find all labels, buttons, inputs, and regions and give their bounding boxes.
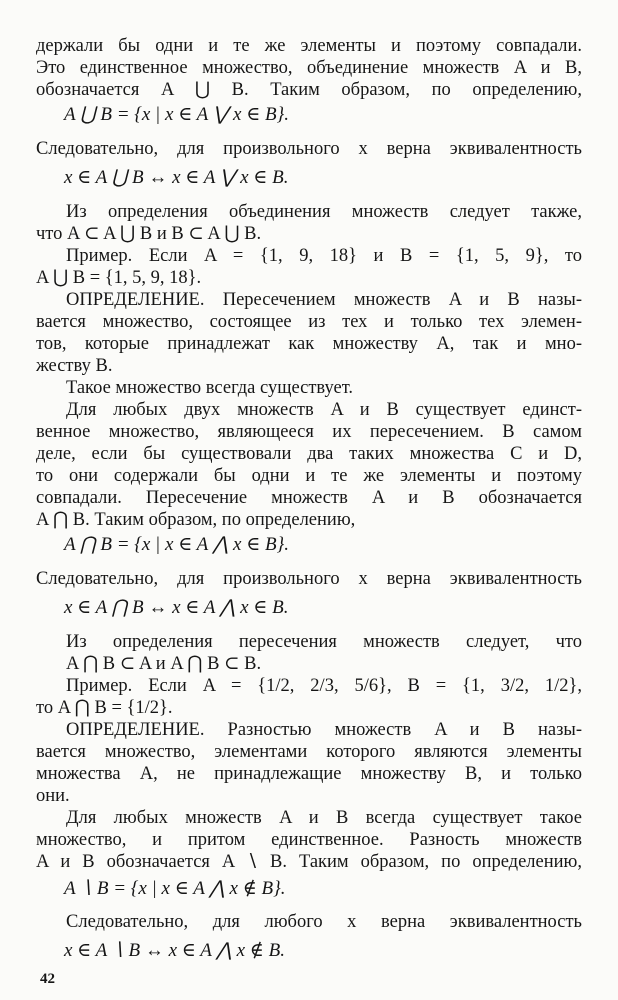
- text-line: вается множество, элементами которого являются элементы: [36, 742, 582, 762]
- formula-difference-definition: A ∖ B = {x | x ∈ A ⋀ x ∉ B}.: [64, 878, 286, 899]
- text-line: Из определения пересечения множеств следует, что: [66, 632, 582, 652]
- text-line: держали бы одни и те же элементы и поэтому совпадали.: [36, 36, 582, 56]
- text-line: венное множество, являющееся их пересечением. В самом: [36, 422, 582, 442]
- text-line: Для любых множеств A и B всегда существует такое: [66, 808, 582, 828]
- text-line: деле, если бы существовали два таких множества C и D,: [36, 444, 582, 464]
- text-line: множества A, не принадлежащие множеству B, и только: [36, 764, 582, 784]
- text-line: Следовательно, для любого x верна эквивалентность: [66, 912, 582, 932]
- text-line: вается множество, состоящее из тех и только тех элемен-: [36, 312, 582, 332]
- text-line: Для любых двух множеств A и B существует единст-: [66, 400, 582, 420]
- text-line: множество, и притом единственное. Разность множеств: [36, 830, 582, 850]
- formula-intersection-equivalence: x ∈ A ⋂ B ↔ x ∈ A ⋀ x ∈ B.: [64, 597, 289, 618]
- text-line: Следовательно, для произвольного x верна эквивалентность: [36, 569, 582, 589]
- text-line: то A ⋂ B = {1/2}.: [36, 698, 173, 718]
- text-line: тов, которые принадлежат как множеству A, так и мно-: [36, 334, 582, 354]
- formula-difference-equivalence: x ∈ A ∖ B ↔ x ∈ A ⋀ x ∉ B.: [64, 940, 285, 961]
- text-line: Из определения объединения множеств следует также,: [66, 202, 582, 222]
- formula-union-definition: A ⋃ B = {x | x ∈ A ⋁ x ∈ B}.: [64, 104, 289, 125]
- text-line: A ⋃ B = {1, 5, 9, 18}.: [36, 268, 202, 288]
- text-line: что A ⊂ A ⋃ B и B ⊂ A ⋃ B.: [36, 224, 262, 244]
- formula-union-equivalence: x ∈ A ⋃ B ↔ x ∈ A ⋁ x ∈ B.: [64, 167, 289, 188]
- text-line: жеству B.: [36, 356, 113, 376]
- text-line: обозначается A ⋃ B. Таким образом, по определению,: [36, 80, 582, 100]
- text-line: A ⋂ B ⊂ A и A ⋂ B ⊂ B.: [66, 654, 262, 674]
- text-line: A ⋂ B. Таким образом, по определению,: [36, 510, 356, 530]
- text-line: они.: [36, 786, 70, 806]
- example-line: Пример. Если A = {1, 9, 18} и B = {1, 5, 9}, то: [66, 246, 582, 266]
- page-number: 42: [40, 971, 55, 987]
- text-line: совпадали. Пересечение множеств A и B обозначается: [36, 488, 582, 508]
- text-line: Такое множество всегда существует.: [66, 378, 354, 398]
- text-line: A и B обозначается A ∖ B. Таким образом, по определению,: [36, 852, 582, 872]
- formula-intersection-definition: A ⋂ B = {x | x ∈ A ⋀ x ∈ B}.: [64, 534, 289, 555]
- definition-heading: ОПРЕДЕЛЕНИЕ. Разностью множеств A и B назы-: [66, 720, 582, 740]
- text-line: то они содержали бы одни и те же элементы и поэтому: [36, 466, 582, 486]
- definition-heading: ОПРЕДЕЛЕНИЕ. Пересечением множеств A и B назы-: [66, 290, 582, 310]
- text-line: Следовательно, для произвольного x верна эквивалентность: [36, 139, 582, 159]
- text-line: Это единственное множество, объединение множеств A и B,: [36, 58, 582, 78]
- example-line: Пример. Если A = {1/2, 2/3, 5/6}, B = {1, 3/2, 1/2},: [66, 676, 582, 696]
